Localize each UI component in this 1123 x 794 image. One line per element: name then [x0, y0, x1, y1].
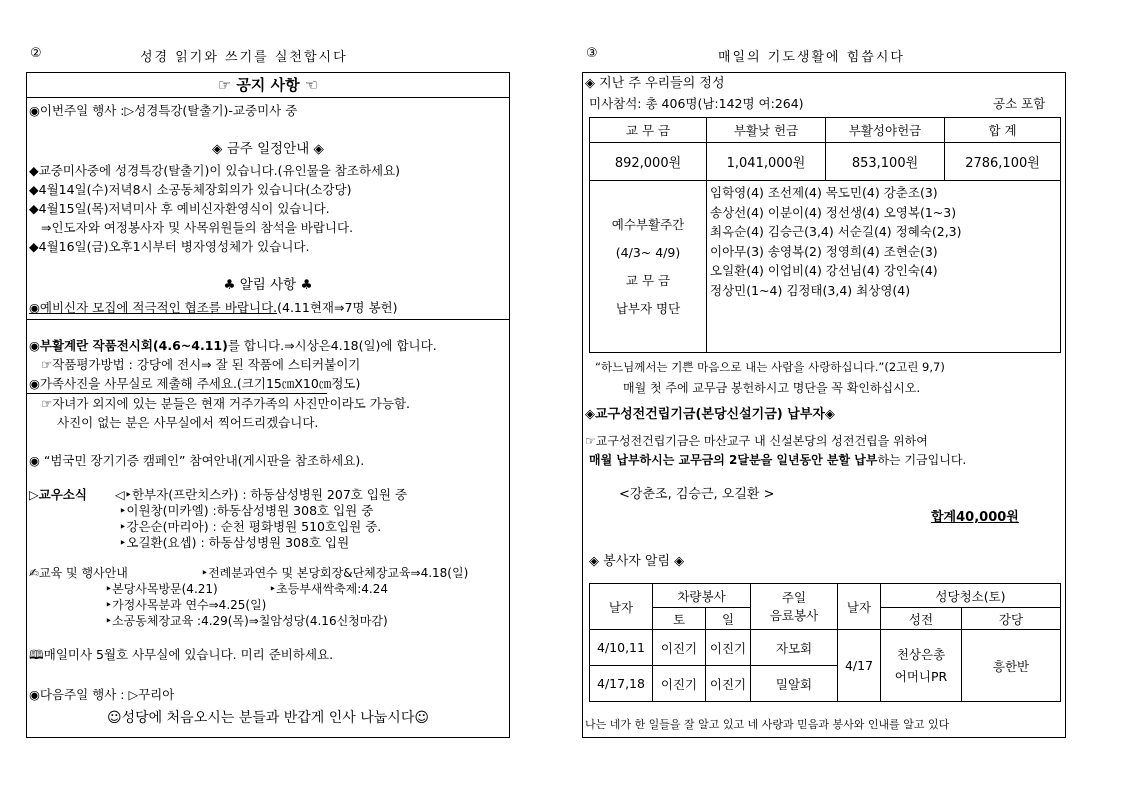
offering-header-tithe: 교 무 금: [590, 118, 707, 143]
offering-value-easter-day: 1,041,000원: [707, 143, 826, 181]
education-5: ‣소공동체장교육 :4.29(목)⇒칠암성당(4.16신청마감): [105, 614, 388, 628]
fund-desc-2: [589, 452, 966, 468]
service-title: ◈ 봉사자 알림 ◈: [589, 554, 685, 569]
schedule-item-3-note: ⇒인도자와 여정봉사자 및 사목위원들의 참석을 바랍니다.: [41, 220, 354, 235]
education-4: ‣가정사목분과 연수⇒4.25(일): [105, 598, 267, 612]
parish-news-3: ‣강은순(마리아) : 순천 평화병원 510호입원 중.: [119, 519, 382, 534]
parish-news-label: ▷교우소식: [29, 487, 87, 502]
notice-panel: [26, 72, 510, 738]
family-photo-note-1: ☞자녀가 외지에 있는 분들은 현재 거주가족의 사진만이라도 가능함.: [41, 396, 411, 411]
fund-desc-2-rest: 하는 기금입니다.: [877, 453, 967, 467]
daily-mass-notice: 🕮매일미사 5월호 사무실에 있습니다. 미리 준비하세요.: [29, 647, 334, 662]
service-header-date-2: 날자: [838, 584, 881, 630]
donor-row: 송상선(4) 이분이(4) 정선생(4) 오영복(1~3): [710, 204, 957, 220]
catechumen-note: (4.11현재⇒7명 봉헌): [277, 300, 398, 315]
notice-title: ☞ 공지 사항 ☜: [217, 76, 319, 94]
donor-label-2: (4/3~ 4/9): [615, 244, 681, 260]
clean-hall: 흥한반: [962, 630, 1061, 702]
donor-row: 임학영(4) 조선제(4) 목도민(4) 강춘조(3): [710, 185, 938, 200]
service-row-1-sat: 이진기: [653, 630, 706, 666]
education-label: ✍교육 및 행사안내: [29, 566, 128, 580]
right-page-number: ③: [586, 46, 598, 61]
fund-desc-2-bold: 매월 납부하시는 교무금의 2달분을 일년동안 분할 납부: [589, 453, 878, 467]
service-row-2-date: 4/17,18: [590, 666, 653, 702]
offering-title: ◈ 지난 주 우리들의 정성: [585, 76, 725, 91]
parish-news-4: ‣오길환(요셉) : 하동삼성병원 308호 입원: [119, 535, 350, 550]
easter-egg-notice: [29, 338, 437, 354]
service-row-2-drink: 밀알회: [751, 666, 838, 702]
fund-desc-1: ☞교구성전건립기금은 마산교구 내 신설본당의 성전건립을 위하여: [585, 434, 928, 448]
easter-egg-main: ◉부활계란 작품전시회(4.6~4.11): [29, 338, 228, 353]
family-photo-notice: ◉가족사진을 사무실로 제출해 주세요.(크기15㎝X10㎝정도): [29, 376, 361, 391]
organ-campaign: ◉ “범국민 장기기증 캠페인” 참여안내(게시판을 참조하세요).: [29, 453, 365, 468]
this-week-event: ◉이번주일 행사 :▷성경특강(탈출기)-교중미사 중: [29, 103, 298, 118]
fund-title: ◈교구성전건립기금(본당신설기금) 납부자◈: [585, 407, 835, 422]
donor-names: [707, 181, 1061, 353]
offering-value-total: 2786,100원: [945, 143, 1061, 181]
donor-row: 이아무(3) 송영복(2) 정영희(4) 조현순(3): [710, 243, 938, 259]
service-table: [589, 583, 1061, 702]
attendance-note: 공소 포함: [993, 96, 1046, 111]
easter-egg-eval: ☞작품평가방법 : 강당에 전시⇒ 잘 된 작품에 스티커붙이기: [41, 357, 361, 372]
fund-total: 합계40,000원: [931, 510, 1019, 525]
donor-label: [590, 181, 707, 353]
service-header-date: 날자: [590, 584, 653, 630]
education-2: ‣본당사목방문(4.21): [105, 582, 218, 596]
donor-row: 정상민(1~4) 김정태(3,4) 최상영(4): [710, 282, 911, 298]
service-header-drink: [751, 584, 838, 630]
parish-news-1: ◁‣한부자(프란치스카) : 하동삼성병원 207호 입원 중: [115, 487, 408, 502]
family-photo-note-2: 사진이 없는 분은 사무실에서 찍어드리겠습니다.: [57, 415, 319, 430]
education-1: ‣전례분과연수 및 본당회장&단체장교육⇒4.18(일): [201, 566, 469, 580]
offering-panel: [582, 72, 1066, 738]
schedule-item-2: ◆4월14일(수)저녁8시 소공동체장회의가 있습니다(소강당): [29, 182, 352, 197]
donor-label-1: 예수부활주간: [611, 216, 685, 232]
service-row-1-sun: 이진기: [706, 630, 751, 666]
notice-section-title: ♣ 알림 사항 ♣: [223, 277, 313, 293]
service-row-1-date: 4/10,11: [590, 630, 653, 666]
right-page-header: 매일의 기도생활에 힘씁시다: [718, 50, 905, 65]
notice-divider: [27, 319, 509, 320]
footer-verse: 나는 네가 한 일들을 잘 알고 있고 네 사랑과 믿음과 봉사와 인내를 알고 있다: [585, 718, 950, 731]
attendance: 미사참석: 총 406명(남:142명 여:264): [589, 96, 804, 111]
clean-church: [881, 630, 962, 702]
greeting: ☺성당에 처음오시는 분들과 반갑게 인사 나눕시다☺: [107, 710, 429, 726]
verse-note: 매월 첫 주에 교무금 봉헌하시고 명단을 꼭 확인하십시오.: [623, 381, 921, 395]
service-header-cleaning: 성당청소(토): [881, 584, 1061, 608]
education-3: ‣초등부새싹축제:4.24: [269, 582, 388, 596]
donor-row: 최옥순(4) 김승근(3,4) 서순길(4) 정혜숙(2,3): [710, 224, 962, 239]
catechumen-notice: [29, 300, 398, 316]
service-header-sat: 토: [653, 608, 706, 630]
title-divider: [27, 97, 509, 98]
clean-church-2: 어머니PR: [894, 668, 948, 684]
next-week-event: ◉다음주일 행사 : ▷꾸리아: [29, 687, 175, 702]
clean-church-1: 천상은총: [896, 646, 946, 662]
service-row-2-sat: 이진기: [653, 666, 706, 702]
offering-table: [589, 117, 1061, 353]
offering-header-easter-day: 부활낮 헌금: [707, 118, 826, 143]
offering-value-tithe: 892,000원: [590, 143, 707, 181]
clean-date: 4/17: [838, 630, 881, 702]
service-row-1-drink: 자모회: [751, 630, 838, 666]
donor-row: 오일환(4) 이업비(4) 강선님(4) 강인숙(4): [710, 263, 938, 278]
service-row-2-sun: 이진기: [706, 666, 751, 702]
offering-header-easter-vigil: 부활성야헌금: [826, 118, 945, 143]
left-page-header: 성경 읽기와 쓰기를 실천합시다: [140, 50, 348, 65]
donor-label-4: 납부자 명단: [615, 300, 681, 316]
easter-egg-rest: 를 합니다.⇒시상은4.18(일)에 합니다.: [227, 338, 437, 353]
catechumen-main: ◉예비신자 모집에 적극적인 협조를 바랍니다.: [29, 300, 278, 315]
parish-news-2: ‣이원창(미카엘) :하동삼성병원 308호 입원 중: [119, 503, 374, 518]
donor-label-3: 교 무 금: [625, 272, 671, 288]
left-page-number: ②: [30, 46, 42, 61]
offering-value-easter-vigil: 853,100원: [826, 143, 945, 181]
family-photo-divider: [27, 393, 327, 394]
fund-names: <강춘조, 김승근, 오길환 >: [619, 487, 775, 502]
service-header-hall: 강당: [962, 608, 1061, 630]
service-header-drink-2: 음료봉사: [769, 607, 819, 623]
schedule-item-1: ◆교중미사중에 성경특강(탈출기)이 있습니다.(유인물을 참조하세요): [29, 163, 401, 178]
schedule-title: ◈ 금주 일정안내 ◈: [212, 141, 324, 157]
bible-verse: “하느님께서는 기쁜 마음으로 내는 사람을 사랑하십니다.”(2고린 9,7): [595, 360, 945, 374]
service-header-sun: 일: [706, 608, 751, 630]
service-header-church: 성전: [881, 608, 962, 630]
service-header-vehicle: 차량봉사: [653, 584, 751, 608]
offering-header-total: 합 계: [945, 118, 1061, 143]
service-header-drink-1: 주일: [781, 589, 807, 605]
schedule-item-3: ◆4월15일(목)저녁미사 후 예비신자환영식이 있습니다.: [29, 201, 330, 216]
schedule-item-4: ◆4월16일(금)오후1시부터 병자영성체가 있습니다.: [29, 239, 310, 254]
